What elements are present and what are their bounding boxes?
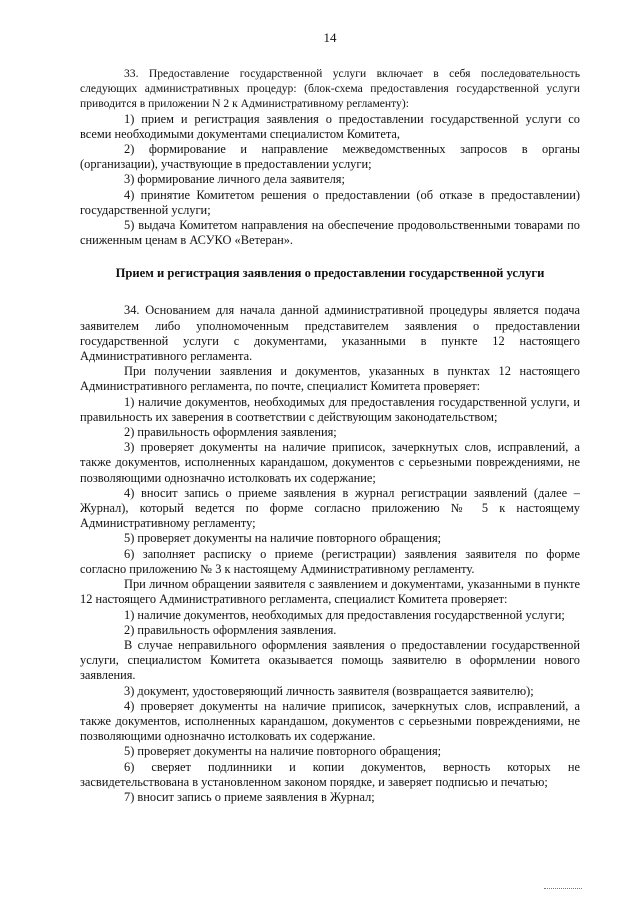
mail-check-item-4: 4) вносит запись о приеме заявления в журнал регистрации заявлений (далее – Журнал), который ведется по форме согласно приложению № 5 к настоящему Административному регламенту; xyxy=(80,485,580,531)
procedures-section xyxy=(80,66,580,248)
mail-check-item-3: 3) проверяет документы на наличие приписок, зачеркнутых слов, исправлений, а также документов, исполненных карандашом, документов с серьезными повреждениями, не позволяющими однозначно истолковать их содержание; xyxy=(80,440,580,485)
personal-intro-paragraph: При личном обращении заявителя с заявлением и документами, указанными в пункте 12 настоящего Административного регламента, специалист Комитета проверяет: xyxy=(80,577,580,607)
document-page xyxy=(80,30,580,805)
procedure-item-3: 3) формирование личного дела заявителя; xyxy=(124,172,345,187)
procedure-item-2: 2) формирование и направление межведомственных запросов в органы (организации), участвующие в предоставлении услуги; xyxy=(80,142,580,172)
personal-check-item-7: 7) вносит запись о приеме заявления в Журнал; xyxy=(124,789,375,804)
mail-check-item-2: 2) правильность оформления заявления; xyxy=(124,425,337,440)
personal-check-item-4: 4) проверяет документы на наличие приписок, зачеркнутых слов, исправлений, а также документов, исполненных карандашом, документов с серьезными повреждениями, не позволяющими однозначно истолковать их содержание. xyxy=(80,698,580,744)
paragraph-33: 33. Предоставление государственной услуги включает в себя последовательность следующих административных процедур: (блок-схема предоставления государственной услуги приводится в приложении N 2 к Административному регламенту): xyxy=(80,67,580,111)
personal-check-item-1: 1) наличие документов, необходимых для предоставления государственной услуги; xyxy=(124,607,565,622)
personal-check-item-2: 2) правильность оформления заявления. xyxy=(124,622,337,637)
registration-section xyxy=(80,303,580,805)
mail-intro-paragraph: При получении заявления и документов, указанных в пунктах 12 настоящего Административного регламента, по почте, специалист Комитета проверяет: xyxy=(80,364,580,394)
procedure-item-5: 5) выдача Комитетом направления на обеспечение продовольственными товарами по сниженным ценам в АСУКО «Ветеран». xyxy=(80,218,580,248)
procedure-item-1: 1) прием и регистрация заявления о предоставлении государственной услуги со всеми необходимыми документами специалистом Комитета, xyxy=(80,111,580,141)
personal-check-item-5: 5) проверяет документы на наличие повторного обращения; xyxy=(124,744,442,759)
scan-artifact-line xyxy=(544,888,582,889)
procedure-item-4: 4) принятие Комитетом решения о предоставлении (об отказе в предоставлении) государственной услуги; xyxy=(80,187,580,217)
page-number: 14 xyxy=(323,30,337,45)
incorrect-form-paragraph: В случае неправильного оформления заявления о предоставлении государственной услуги, специалистом Комитета оказывается помощь заявителю в оформлении нового заявления. xyxy=(80,637,580,683)
personal-check-item-3: 3) документ, удостоверяющий личность заявителя (возвращается заявителю); xyxy=(124,683,534,698)
personal-check-item-6: 6) сверяет подлинники и копии документов, верность которых не засвидетельствована в установленном законом порядке, и заверяет подписью и печатью; xyxy=(80,759,580,789)
mail-check-item-6: 6) заполняет расписку о приеме (регистрации) заявления заявителя по форме согласно приложению № 3 к настоящему Административному регламенту. xyxy=(80,546,580,576)
paragraph-34: 34. Основанием для начала данной административной процедуры является подача заявителем либо уполномоченным представителем заявления о предоставлении государственной услуги с документами, указанными в пункте 12 настоящего Административного регламента. xyxy=(80,303,580,364)
mail-check-item-1: 1) наличие документов, необходимых для предоставления государственной услуги, и правильность их заверения в соответствии с действующим законодательством; xyxy=(80,394,580,424)
section-heading: Прием и регистрация заявления о предоставлении государственной услуги xyxy=(115,266,545,281)
mail-check-item-5: 5) проверяет документы на наличие повторного обращения; xyxy=(124,531,442,546)
